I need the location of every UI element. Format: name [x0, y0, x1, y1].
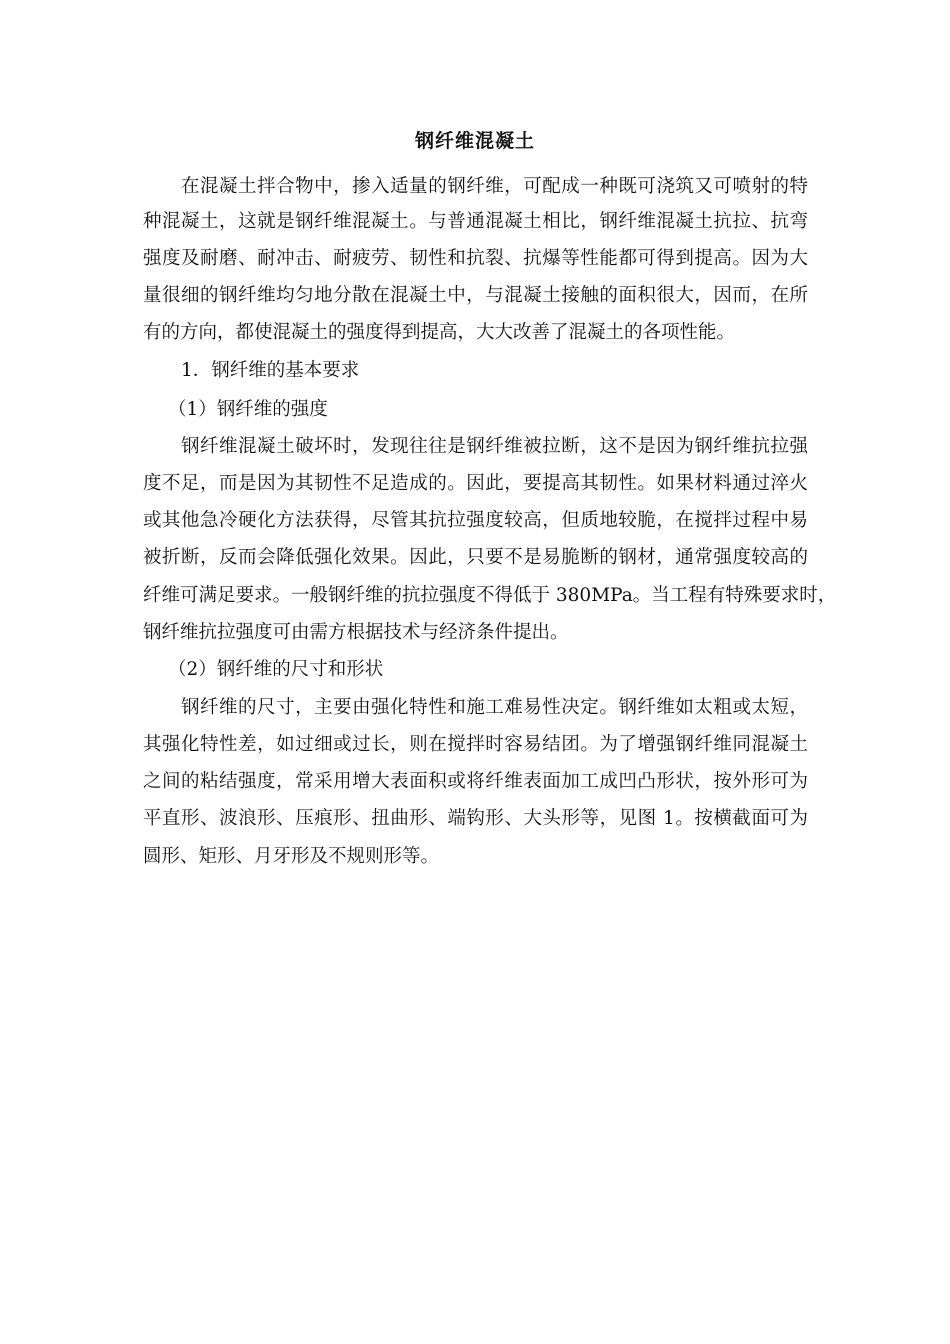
paragraph-line: 钢纤维混凝土破坏时，发现往往是钢纤维被拉断，这不是因为钢纤维抗拉强 — [181, 436, 808, 457]
paragraph-line: 钢纤维的尺寸，主要由强化特性和施工难易性决定。钢纤维如太粗或太短， — [181, 697, 808, 718]
paragraph-line: 被折断，反而会降低强化效果。因此，只要不是易脆断的钢材，通常强度较高的 — [143, 547, 808, 568]
section-heading-basic-requirements: 1．钢纤维的基本要求 — [181, 360, 360, 381]
paragraph-line: 平直形、波浪形、压痕形、扭曲形、端钩形、大头形等，见图 1。按横截面可为 — [143, 808, 808, 829]
paragraph-line: 有的方向，都使混凝土的强度得到提高，大大改善了混凝土的各项性能。 — [143, 322, 736, 343]
paragraph-line: 之间的粘结强度，常采用增大表面积或将纤维表面加工成凹凸形状，按外形可为 — [143, 771, 808, 792]
subsection-heading-size-shape: （2）钢纤维的尺寸和形状 — [168, 659, 384, 680]
document-title: 钢纤维混凝土 — [414, 130, 535, 152]
paragraph-line: 圆形、矩形、月牙形及不规则形等。 — [143, 846, 440, 867]
subsection-heading-strength: （1）钢纤维的强度 — [168, 399, 328, 420]
paragraph-line: 强度及耐磨、耐冲击、耐疲劳、韧性和抗裂、抗爆等性能都可得到提高。因为大 — [143, 248, 808, 269]
paragraph-line: 纤维可满足要求。一般钢纤维的抗拉强度不得低于 380MPa。当工程有特殊要求时， — [143, 585, 837, 606]
paragraph-line: 或其他急冷硬化方法获得，尽管其抗拉强度较高，但质地较脆，在搅拌过程中易 — [143, 510, 808, 531]
paragraph-line: 种混凝土，这就是钢纤维混凝土。与普通混凝土相比，钢纤维混凝土抗拉、抗弯 — [143, 211, 808, 232]
paragraph-line: 其强化特性差，如过细或过长，则在搅拌时容易结团。为了增强钢纤维同混凝土 — [143, 734, 808, 755]
paragraph-line: 钢纤维抗拉强度可由需方根据技术与经济条件提出。 — [143, 622, 569, 643]
paragraph-line: 量很细的钢纤维均匀地分散在混凝土中，与混凝土接触的面积很大，因而，在所 — [143, 285, 808, 306]
paragraph-line: 度不足，而是因为其韧性不足造成的。因此，要提高其韧性。如果材料通过淬火 — [143, 473, 808, 494]
paragraph-line: 在混凝土拌合物中，掺入适量的钢纤维，可配成一种既可浇筑又可喷射的特 — [181, 176, 808, 197]
